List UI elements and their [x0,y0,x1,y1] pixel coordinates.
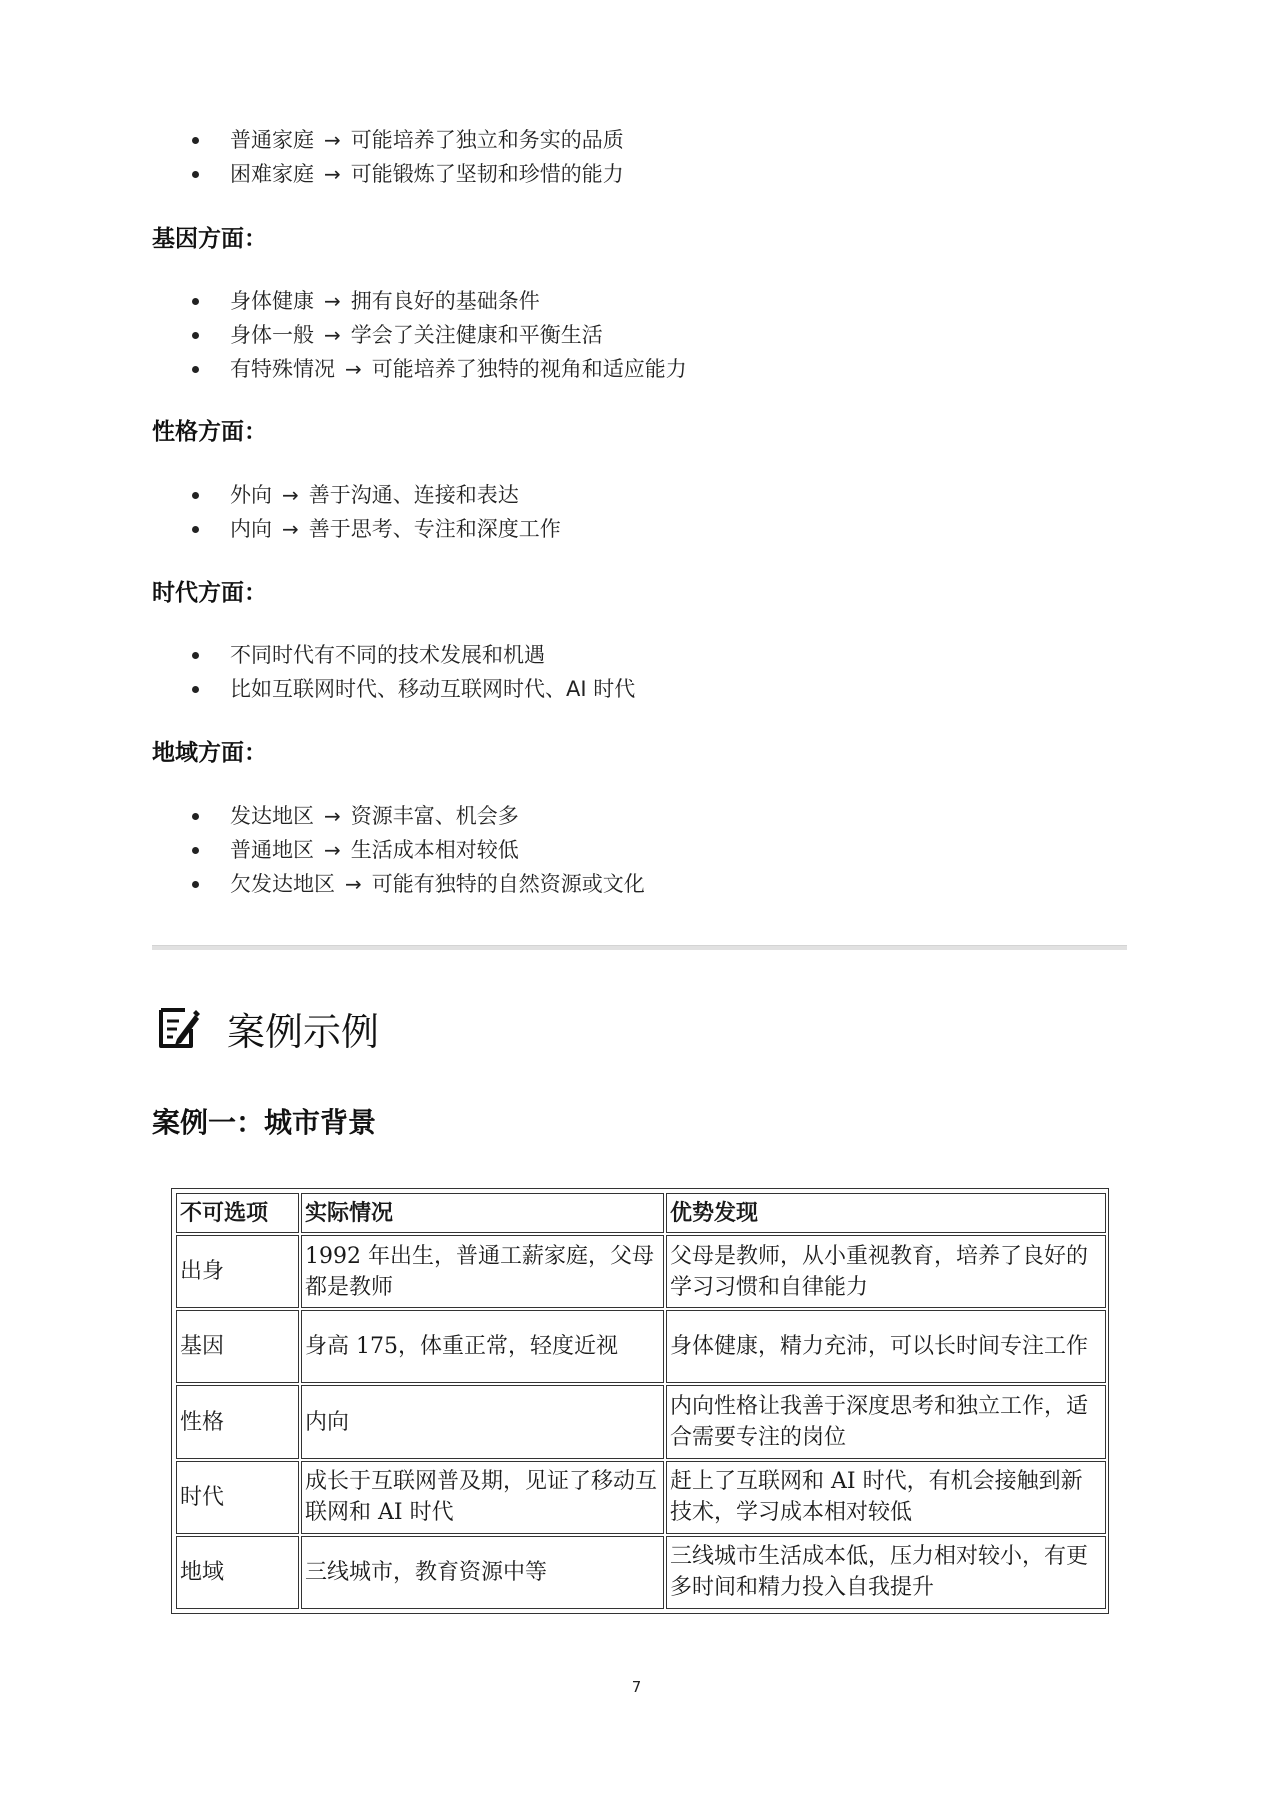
table-cell: 赶上了互联网和 AI 时代，有机会接触到新技术，学习成本相对较低 [666,1461,1106,1534]
table-cell: 身高 175，体重正常，轻度近视 [301,1310,664,1383]
table-cell: 地域 [176,1536,299,1609]
right-arrow-icon: → [324,128,341,152]
section-title-text: 案例示例 [227,1009,380,1054]
list-item: 欠发达地区 → 可能有独特的自然资源或文化 [155,867,645,901]
region-list [155,799,645,901]
table-cell: 基因 [176,1310,299,1383]
memo-icon [155,1005,201,1051]
table-row [176,1461,1106,1534]
table-cell: 性格 [176,1385,299,1458]
list-item: 发达地区 → 资源丰富、机会多 [155,799,645,833]
list-item: 困难家庭 → 可能锻炼了坚韧和珍惜的能力 [155,157,624,191]
table-cell: 身体健康，精力充沛，可以长时间专注工作 [666,1310,1106,1383]
list-item: 比如互联网时代、移动互联网时代、AI 时代 [155,672,635,706]
right-arrow-icon: → [324,838,341,862]
list-item: 身体健康 → 拥有良好的基础条件 [155,284,687,318]
table-header-row [176,1193,1106,1233]
right-arrow-icon: → [282,517,299,541]
personality-list [155,478,561,546]
table-cell: 父母是教师，从小重视教育，培养了良好的学习习惯和自律能力 [666,1235,1106,1308]
right-arrow-icon: → [345,357,362,381]
list-item: 不同时代有不同的技术发展和机遇 [155,638,635,672]
case-table [171,1188,1109,1614]
right-arrow-icon: → [324,323,341,347]
right-arrow-icon: → [324,289,341,313]
table-cell: 1992 年出生，普通工薪家庭，父母都是教师 [301,1235,664,1308]
right-arrow-icon: → [282,483,299,507]
table-cell: 三线城市生活成本低，压力相对较小，有更多时间和精力投入自我提升 [666,1536,1106,1609]
list-item: 普通地区 → 生活成本相对较低 [155,833,645,867]
table-header-cell: 不可选项 [176,1193,299,1233]
table-row [176,1310,1106,1383]
era-list [155,638,635,706]
list-item: 身体一般 → 学会了关注健康和平衡生活 [155,318,687,352]
horizontal-rule [152,945,1127,950]
table-row [176,1385,1106,1458]
section-title [155,998,379,1058]
era-heading: 时代方面： [152,580,267,606]
list-item: 内向 → 善于思考、专注和深度工作 [155,512,561,546]
table-cell: 内向性格让我善于深度思考和独立工作，适合需要专注的岗位 [666,1385,1106,1458]
table-cell: 三线城市，教育资源中等 [301,1536,664,1609]
table-header-cell: 实际情况 [301,1193,664,1233]
table-cell: 时代 [176,1461,299,1534]
right-arrow-icon: → [324,162,341,186]
page-number: 7 [631,1678,642,1696]
gene-heading: 基因方面： [152,226,267,252]
list-item: 外向 → 善于沟通、连接和表达 [155,478,561,512]
gene-list [155,284,687,386]
table-row [176,1536,1106,1609]
right-arrow-icon: → [345,872,362,896]
case-title: 案例一：城市背景 [152,1106,377,1139]
table-header-cell: 优势发现 [666,1193,1106,1233]
family-list [155,123,624,191]
right-arrow-icon: → [324,804,341,828]
table-cell: 出身 [176,1235,299,1308]
list-item: 有特殊情况 → 可能培养了独特的视角和适应能力 [155,352,687,386]
table-cell: 成长于互联网普及期，见证了移动互联网和 AI 时代 [301,1461,664,1534]
table-cell: 内向 [301,1385,664,1458]
list-item: 普通家庭 → 可能培养了独立和务实的品质 [155,123,624,157]
region-heading: 地域方面： [152,740,267,766]
table-row [176,1235,1106,1308]
personality-heading: 性格方面： [152,419,267,445]
